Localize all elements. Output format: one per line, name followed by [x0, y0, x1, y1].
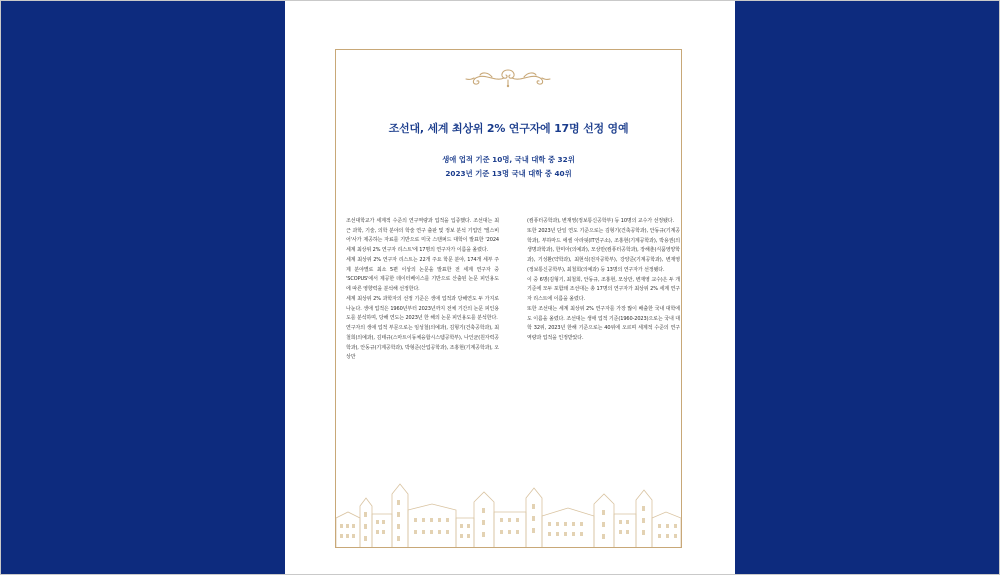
article-left-column: [346, 217, 499, 363]
left-blue-band: [1, 1, 285, 574]
paragraph: 세계 최상위 2% 연구자 리스트는 22개 주요 학문 분야, 174개 세부 주제 분야별로 최소 5편 이상의 논문을 발표한 전 세계 연구자 중 'SCOPUS'에서 제공한 데이터베이스를 기반으로 산출된 논문 피인용도에 따른 영향력을 분석해 선정한다.: [346, 256, 499, 292]
paragraph: 또한 조선대는 세계 최상위 2% 연구자를 가장 많이 배출한 국내 대학에도 이름을 올렸다. 조선대는 생애 업적 기준(1960-2023)으로는 국내 대학 32위, 2023년 한해 기준으로는 40위에 오르며 세계적 수준의 연구역량과 업적을 인정받았다.: [527, 306, 680, 341]
paragraph: (컴퓨터공학과), 변재영(정보통신공학부) 등 10명의 교수가 선정됐다.: [527, 218, 674, 224]
paragraph: 또한 2023년 단일 연도 기준으로는 김형기(건축공학과), 안동규(기계공학과), 부하마드 에셀 아라핏(IT연구소), 조홍현(기계공학과), 박용권(의생명과학과), 한미아(의예과), 모상만(컴퓨터공학과), 장해춘(식품영양학과), 기성환(약학과), 최현석(전자공학부), 강양준(기계공학과), 변재영(정보통신공학부), 최철희(의예과) 등 13명의 연구자가 선정됐다.: [527, 228, 680, 273]
gold-scroll-ornament-icon: [462, 66, 554, 88]
paragraph: 연구자의 생애 업적 부문으로는 임성철(의예과), 김형기(건축공학과), 최철희(의예과), 김태규(스마트이동체융합시스템공학부), 나인균(원자력공학과), 안동규(기계공학과), 박형준(산업공학과), 조홍현(기계공학과), 오상만: [346, 325, 499, 361]
article-subtitle-2: 2023년 기준 13명 국내 대학 중 40위: [445, 169, 572, 178]
right-blue-band: [735, 1, 999, 574]
campus-skyline-icon: [336, 468, 681, 547]
paragraph: 이 중 6명(김형기, 최철희, 안동규, 조홍현, 모상만, 변재영 교수)은 두 개 기준에 모두 포함돼 조선대는 총 17명의 연구자가 최상위 2% 세계 연구자 리스트에 이름을 올렸다.: [527, 276, 680, 302]
paragraph: 세계 최상위 2% 과학자의 선정 기준은 생애 업적과 당해연도 두 가지로 나눈다. 생애 업적은 1960년부터 2023년까지 전체 기간의 논문 피인용도를 분석하며, 당해 연도는 2023년 한 해의 논문 피인용도를 분석한다.: [346, 295, 499, 322]
article-title: 조선대, 세계 최상위 2% 연구자에 17명 선정 영예: [388, 122, 629, 135]
article-right-column: [527, 217, 680, 344]
article-subtitle-1: 생애 업적 기준 10명, 국내 대학 중 32위: [442, 155, 575, 164]
paragraph: 조선대학교가 세계적 수준의 연구역량과 업적을 입증했다. 조선대는 최근 과학, 기술, 의학 분야의 학술 연구 출판 및 정보 분석 기업인 '엘스비어'사가 제공하는 자료를 기반으로 미국 스탠퍼드 대학이 발표한 '2024 세계 최상위 2% 연구자 리스트'에 17명의 연구자가 이름을 올렸다.: [346, 218, 499, 253]
